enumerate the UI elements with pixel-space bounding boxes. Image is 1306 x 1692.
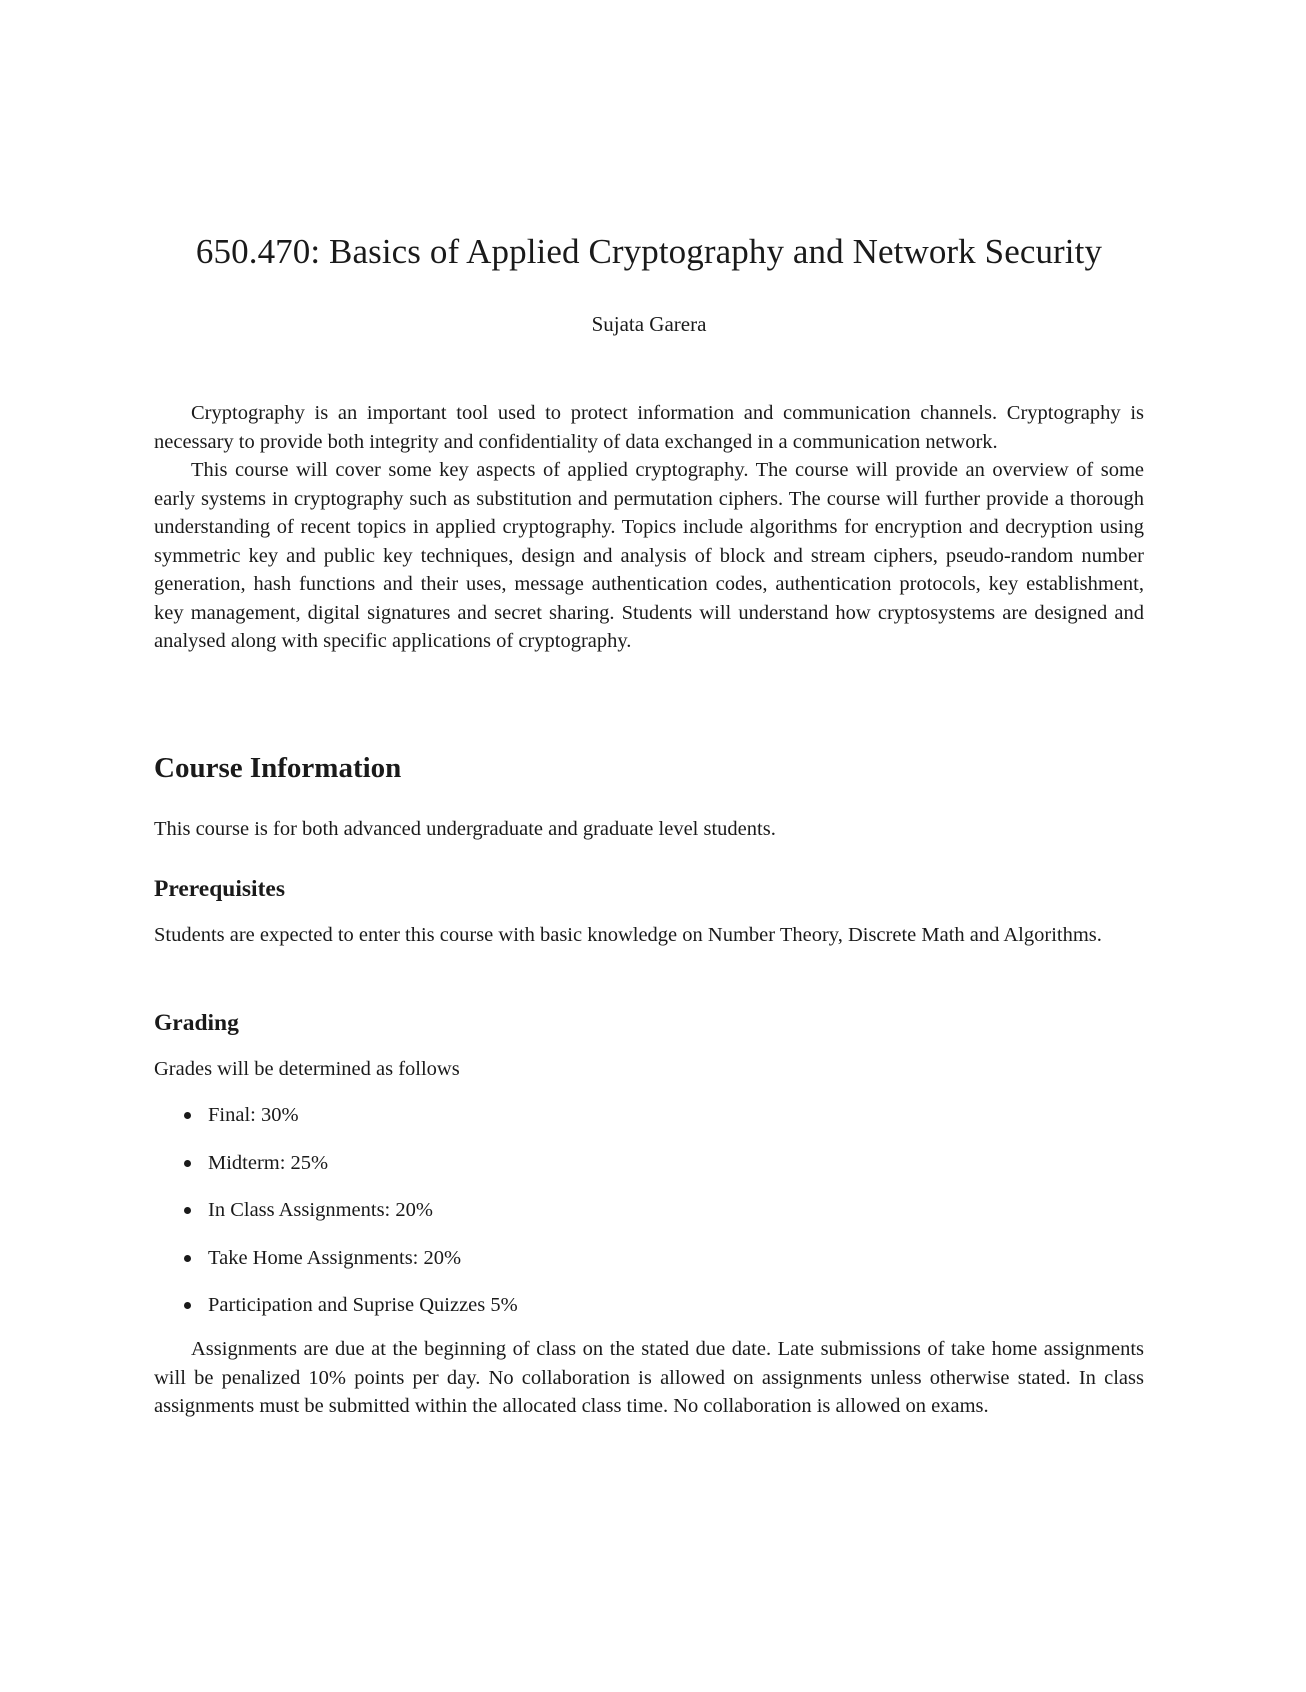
grading-heading: Grading bbox=[154, 1010, 239, 1036]
grading-item-label: Final: 30% bbox=[208, 1104, 299, 1126]
grading-item-label: Midterm: 25% bbox=[208, 1151, 329, 1174]
abstract-paragraph-2: This course will cover some key aspects of applied cryptography. The course will provide an overview of some early systems in cryptography such as substitution and permutation ciphers. The course will further provide a thorough understanding of recent topics in applied cryptography. Topics include algorithms for encryption and decryption using symmetric key and public key techniques, design and analysis of block and stream ciphers, pseudo-random number generation, hash functions and their uses, message authentication codes, authentication protocols, key establishment, key management, digital signatures and secret sharing. Students will understand how cryptosystems are designed and analysed along with specific applications of cryptography. bbox=[154, 459, 1144, 652]
grading-item-in-class-assignments bbox=[184, 1196, 518, 1244]
grading-item-label: Participation and Suprise Quizzes 5% bbox=[208, 1294, 518, 1316]
bullet-icon bbox=[184, 1160, 191, 1167]
grading-intro: Grades will be determined as follows bbox=[154, 1058, 460, 1080]
prerequisites-text: Students are expected to enter this course with basic knowledge on Number Theory, Discrete Math and Algorithms. bbox=[154, 924, 1102, 946]
abstract bbox=[154, 399, 1144, 656]
grading-item-participation bbox=[184, 1291, 518, 1339]
prerequisites-heading: Prerequisites bbox=[154, 876, 285, 902]
bullet-icon bbox=[184, 1207, 191, 1214]
bullet-icon bbox=[184, 1302, 191, 1309]
bullet-icon bbox=[184, 1112, 191, 1119]
document-author: Sujata Garera bbox=[591, 312, 707, 336]
document-title: 650.470: Basics of Applied Cryptography and Network Security bbox=[195, 232, 1103, 271]
abstract-paragraph-1: Cryptography is an important tool used to protect information and communication channels. Cryptography is necessary to provide both integrity and confidentiality of data exchanged in a communication network. bbox=[154, 402, 1144, 453]
grading-item-midterm bbox=[184, 1149, 518, 1197]
course-information-text: This course is for both advanced undergraduate and graduate level students. bbox=[154, 818, 776, 840]
grading-item-label: Take Home Assignments: 20% bbox=[208, 1246, 462, 1269]
grading-item-final bbox=[184, 1101, 518, 1149]
grading-item-take-home-assignments bbox=[184, 1244, 518, 1292]
bullet-icon bbox=[184, 1255, 191, 1262]
course-information-heading: Course Information bbox=[154, 752, 402, 784]
grading-policy-text: Assignments are due at the beginning of class on the stated due date. Late submissions of take home assignments will be penalized 10% points per day. No collaboration is allowed on assignments unless otherwise stated. In class assignments must be submitted within the allocated class time. No collaboration is allowed on exams. bbox=[154, 1338, 1144, 1417]
grading-list bbox=[184, 1101, 518, 1339]
grading-item-label: In Class Assignments: 20% bbox=[208, 1199, 433, 1221]
